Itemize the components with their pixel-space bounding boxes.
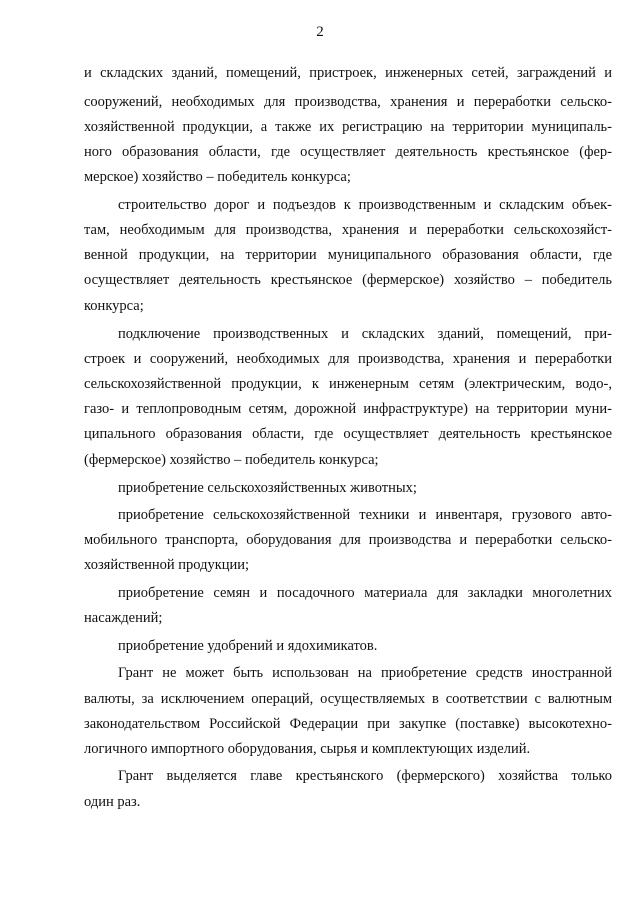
text-line: газо- и теплопроводным сетям, дорожной инфраструктуре) на территории муни-	[84, 401, 612, 417]
text-line: приобретение семян и посадочного материала для закладки многолетних	[118, 585, 612, 601]
text-line: венной продукции, на территории муниципального образования области, где	[84, 247, 612, 263]
text-line: логичного импортного оборудования, сырья и комплектующих изделий.	[84, 741, 531, 757]
text-line: Грант выделяется главе крестьянского (фермерского) хозяйства только	[118, 768, 612, 784]
text-line: один раз.	[84, 794, 141, 810]
text-line: строительство дорог и подъездов к производственным и складским объек-	[118, 197, 612, 213]
text-line: мобильного транспорта, оборудования для производства и переработки сельско-	[84, 532, 612, 548]
page-number: 2	[316, 24, 324, 40]
text-line: приобретение удобрений и ядохимикатов.	[118, 638, 378, 654]
text-line: сельскохозяйственной продукции, к инженерным сетям (электрическим, водо-,	[84, 376, 612, 392]
text-line: хозяйственной продукции, а также их регистрацию на территории муниципаль-	[84, 119, 612, 135]
text-line: Грант не может быть использован на приобретение средств иностранной	[118, 665, 612, 681]
text-line: сооружений, необходимых для производства, хранения и переработки сельско-	[84, 94, 612, 110]
text-line: осуществляет деятельность крестьянское (фермерское) хозяйство – победитель	[84, 272, 612, 288]
text-line: ного образования области, где осуществляет деятельность крестьянское (фер-	[84, 144, 612, 160]
text-line: приобретение сельскохозяйственных животных;	[118, 480, 417, 496]
text-line: приобретение сельскохозяйственной техники и инвентаря, грузового авто-	[118, 507, 612, 523]
text-line: валюты, за исключением операций, осуществляемых в соответствии с валютным	[84, 691, 612, 707]
text-line: хозяйственной продукции;	[84, 557, 250, 573]
text-line: строек и сооружений, необходимых для производства, хранения и переработки	[84, 351, 612, 367]
text-line: ципального образования области, где осуществляет деятельность крестьянское	[84, 426, 612, 442]
text-line: (фермерское) хозяйство – победитель конкурса;	[84, 452, 379, 468]
text-line: насаждений;	[84, 610, 163, 626]
text-line: подключение производственных и складских зданий, помещений, при-	[118, 326, 612, 342]
text-line: там, необходимым для производства, хранения и переработки сельскохозяйст-	[84, 222, 612, 238]
text-line: мерское) хозяйство – победитель конкурса;	[84, 169, 351, 185]
text-line: и складских зданий, помещений, пристроек, инженерных сетей, заграждений и	[84, 65, 612, 81]
text-line: конкурса;	[84, 298, 144, 314]
text-line: законодательством Российской Федерации при закупке (поставке) высокотехно-	[84, 716, 612, 732]
